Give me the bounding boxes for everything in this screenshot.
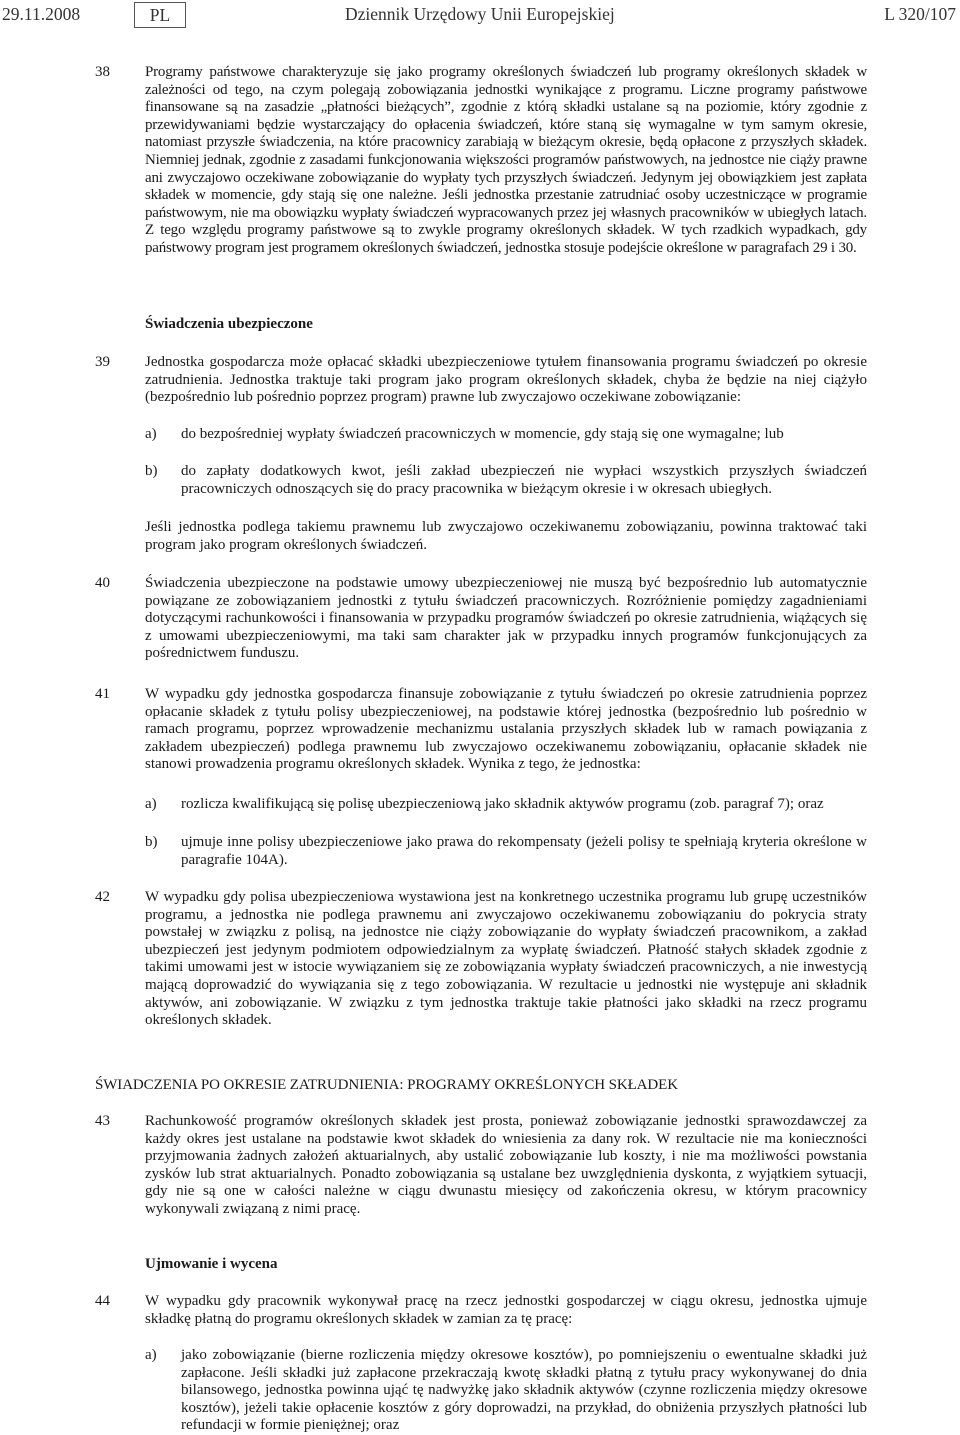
paragraph-41	[95, 686, 867, 774]
section-heading-insured-benefits: Świadczenia ubezpieczone	[145, 316, 313, 332]
paragraph-number: 44	[95, 1293, 110, 1309]
list-label: a)	[145, 1347, 157, 1363]
paragraph-number: 43	[95, 1113, 110, 1129]
paragraph-44	[95, 1293, 867, 1328]
paragraph-text: W wypadku gdy jednostka gospodarcza finansuje zobowiązanie z tytułu świadczeń po okresie zatrudnienia poprzez opłacanie składek z tytułu polisy ubezpieczeniowej, na podstawie której jednostka (bezpośrednio lub pośrednio w ramach programu, poprzez wprowadzenie mechanizmu ustalania przyszłych składek lub w ramach powiązania z zakładem ubezpieczeń) podlega prawnemu lub zwyczajowo oczekiwanemu zobowiązaniu, opłacanie składek nie stanowi prowadzenia programu określonych składek. Wynika z tego, że jednostka:	[145, 686, 867, 773]
list-item-a	[145, 1347, 867, 1435]
paragraph-43	[95, 1113, 867, 1219]
page-header	[0, 0, 960, 34]
paragraph-text: Jednostka gospodarcza może opłacać składki ubezpieczeniowe tytułem finansowania programu świadczeń po okresie zatrudnienia. Jednostka traktuje taki program jako program określonych składek, chyba że będzie na niej ciążyło (bezpośrednio lub pośrednio poprzez program) prawne lub zwyczajowo oczekiwane zobowiązanie:	[145, 354, 867, 406]
paragraph-continuation: Jeśli jednostka podlega takiemu prawnemu lub zwyczajowo oczekiwanemu zobowiązaniu, powinna traktować taki program jako program określonych świadczeń.	[145, 519, 867, 553]
list-item-b	[145, 463, 867, 498]
paragraph-42	[95, 889, 867, 1030]
list-label: b)	[145, 463, 158, 479]
paragraph-number: 38	[95, 64, 110, 80]
list-item-b	[145, 834, 867, 869]
list-text: ujmuje inne polisy ubezpieczeniowe jako prawa do rekompensaty (jeżeli polisy te spełniają kryteria określone w paragrafie 104A).	[181, 834, 867, 868]
list-item-a	[145, 796, 867, 814]
list-label: a)	[145, 796, 157, 812]
section-heading-recognition: Ujmowanie i wycena	[145, 1256, 278, 1272]
section-heading-defined-contribution: ŚWIADCZENIA PO OKRESIE ZATRUDNIENIA: PROGRAMY OKREŚLONYCH SKŁADEK	[95, 1077, 678, 1093]
paragraph-text: Rachunkowość programów określonych składek jest prosta, ponieważ zobowiązanie jednostki sprawozdawczej za każdy okres jest ustalane na podstawie kwot składek do wniesienia za dany rok. W rezultacie nie ma konieczności przyjmowania żadnych założeń aktuarialnych, aby ustalić zobowiązanie lub koszty, i nie ma możliwości powstania zysków lub strat aktuarialnych. Ponadto zobowiązania są ustalane bez uwzględnienia dyskonta, z wyjątkiem sytuacji, gdy nie są one w całości należne w ciągu dwunastu miesięcy od zakończenia okresu, w którym pracownicy wykonywali związaną z nimi pracę.	[145, 1113, 867, 1217]
paragraph-40	[95, 575, 867, 663]
language-code-box: PL	[134, 2, 186, 28]
paragraph-text: W wypadku gdy polisa ubezpieczeniowa wystawiona jest na konkretnego uczestnika programu lub grupę uczestników programu, a jednostka nie podlega prawnemu ani zwyczajowo oczekiwanemu zobowiązaniu do pokrycia straty powstałej w związku z polisą, na jednostce nie ciąży zobowiązanie do wypłaty świadczeń pracownikom, a zakład ubezpieczeń jest jedynym podmiotem odpowiedzialnym za wypłatę świadczeń. Płatność stałych składek zgodnie z takimi umowami jest w istocie wywiązaniem się ze zobowiązania wypłaty świadczeń pracowniczych, a nie inwestycją mającą doprowadzić do wywiązania się z tego zobowiązania. W rezultacie u jednostki nie występuje ani składnik aktywów, ani zobowiązanie. W związku z tym jednostka traktuje takie płatności jako składki na rzecz programu określonych składek.	[145, 889, 867, 1029]
paragraph-39	[95, 354, 867, 407]
journal-title: Dziennik Urzędowy Unii Europejskiej	[345, 4, 615, 24]
list-text: do zapłaty dodatkowych kwot, jeśli zakład ubezpieczeń nie wypłaci wszystkich przyszłych świadczeń pracowniczych odnoszących się do pracy pracownika w bieżącym okresie i w okresach ubiegłych.	[181, 463, 867, 497]
list-label: b)	[145, 834, 158, 850]
paragraph-number: 41	[95, 686, 110, 702]
journal-reference: L 320/107	[884, 4, 956, 24]
paragraph-38	[95, 64, 867, 258]
paragraph-number: 40	[95, 575, 110, 591]
list-item-a	[145, 426, 867, 444]
paragraph-text: W wypadku gdy pracownik wykonywał pracę na rzecz jednostki gospodarczej w ciągu okresu, jednostka ujmuje składkę płatną do programu określonych składek w zamian za tę pracę:	[145, 1293, 867, 1327]
list-label: a)	[145, 426, 157, 442]
paragraph-number: 39	[95, 354, 110, 370]
list-text: jako zobowiązanie (bierne rozliczenia między okresowe kosztów), po pomniejszeniu o ewentualne składki już zapłacone. Jeśli składki już zapłacone przekraczają kwotę składki płatną z tytułu pracy wykonywanej do dnia bilansowego, jednostka powinna ująć tę nadwyżkę jako składnik aktywów (czynne rozliczenia między okresowe kosztów), jeżeli takie opłacenie kosztów z góry doprowadzi, na przykład, do obniżenia przyszłych płatności lub refundacji w formie pieniężnej; oraz	[181, 1347, 867, 1434]
paragraph-text: Programy państwowe charakteryzuje się jako programy określonych świadczeń lub programy określonych składek w zależności od tego, na czym polegają zobowiązania jednostki wynikające z programu. Liczne programy państwowe finansowane są na zasadzie „płatności bieżących”, zgodnie z którą składki ustalane są na poziomie, który zgodnie z przewidywaniami będzie wystarczający do opłacenia świadczeń, które staną się wymagalne w tym samym okresie, natomiast przyszłe świadczenia, na które pracownicy zarabiają w bieżącym okresie, będą opłacone z przyszłych składek. Niemniej jednak, zgodnie z zasadami funkcjonowania większości programów państwowych, na jednostce nie ciąży prawne ani zwyczajowo oczekiwane zobowiązanie do wypłaty tych przyszłych świadczeń. Jedynym jej obowiązkiem jest zapłata składek w momencie, gdy stają się one należne. Jeśli jednostka przestanie zatrudniać osoby uczestniczące w programie państwowym, nie ma obowiązku wypłaty świadczeń wypracowanych przez jej własnych pracowników w ubiegłych latach. Z tego względu programy państwowe są to zwykle programy określonych składek. W tych rzadkich wypadkach, gdy państwowy program jest programem określonych świadczeń, jednostka stosuje podejście określone w paragrafach 29 i 30.	[145, 64, 867, 256]
paragraph-number: 42	[95, 889, 110, 905]
publication-date: 29.11.2008	[2, 4, 81, 24]
list-text: rozlicza kwalifikującą się polisę ubezpieczeniową jako składnik aktywów programu (zob. paragraf 7); oraz	[181, 796, 824, 812]
paragraph-text: Świadczenia ubezpieczone na podstawie umowy ubezpieczeniowej nie muszą być bezpośrednio lub automatycznie powiązane ze zobowiązaniem jednostki z tytułu świadczeń pracowniczych. Rozróżnienie pomiędzy zagadnieniami dotyczącymi rachunkowości i finansowania w przypadku programów świadczeń po okresie zatrudnienia, wiążących się z umowami ubezpieczeniowymi, ma taki sam charakter jak w przypadku innych programów funkcjonujących za pośrednictwem funduszu.	[145, 575, 867, 662]
list-text: do bezpośredniej wypłaty świadczeń pracowniczych w momencie, gdy stają się one wymagalne; lub	[181, 426, 784, 442]
